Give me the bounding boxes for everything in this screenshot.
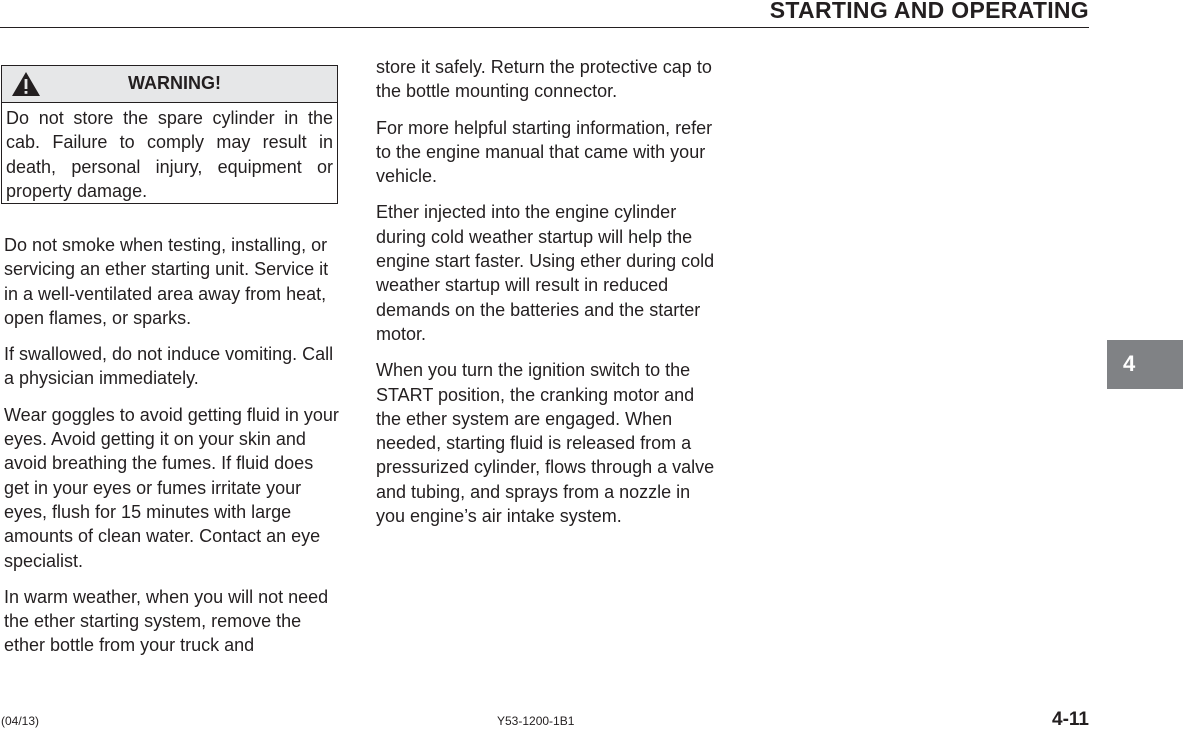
footer-document-code: Y53-1200-1B1 xyxy=(497,714,575,728)
paragraph: Do not smoke when testing, installing, or servicing an ether starting unit. Service it in a well-ventilated area away from heat, open flames, or sparks. xyxy=(4,235,329,328)
left-column xyxy=(4,233,342,670)
middle-column xyxy=(376,55,721,540)
footer-date: (04/13) xyxy=(1,714,40,728)
footer-page-number: 4-11 xyxy=(1052,709,1089,730)
paragraph: For more helpful starting information, refer to the engine manual that came with your vehicle. xyxy=(376,117,713,187)
paragraph: Ether injected into the engine cylinder during cold weather startup will help the engine start faster. Using ether during cold weather startup will result in reduced demands on the batteries and the starter motor. xyxy=(376,202,715,344)
warning-title: WARNING! xyxy=(128,73,221,93)
paragraph: store it safely. Return the protective cap to the bottle mounting connector. xyxy=(376,57,712,102)
paragraph: In warm weather, when you will not need the ether starting system, remove the ether bottle from your truck and xyxy=(4,586,329,656)
paragraph: If swallowed, do not induce vomiting. Call a physician immediately. xyxy=(4,344,334,389)
warning-text: Do not store the spare cylinder in the cab. Failure to comply may result in death, personal injury, equipment or property damage. xyxy=(6,108,333,201)
warning-header xyxy=(2,66,337,103)
page-header-title: STARTING AND OPERATING xyxy=(769,0,1089,23)
warning-box xyxy=(1,65,338,204)
paragraph: Wear goggles to avoid getting fluid in your eyes. Avoid getting it on your skin and avoid breathing the fumes. If fluid does get in your eyes or fumes irritate your eyes, flush for 15 minutes with large amounts of clean water. Contact an eye specialist. xyxy=(4,404,339,571)
paragraph: When you turn the ignition switch to the START position, the cranking motor and the ether system are engaged. When needed, starting fluid is released from a pressurized cylinder, flows through a valve and tubing, and sprays from a nozzle in you engine’s air intake system. xyxy=(376,360,715,527)
header-rule xyxy=(0,27,1089,28)
chapter-tab: 4 xyxy=(1107,340,1183,389)
